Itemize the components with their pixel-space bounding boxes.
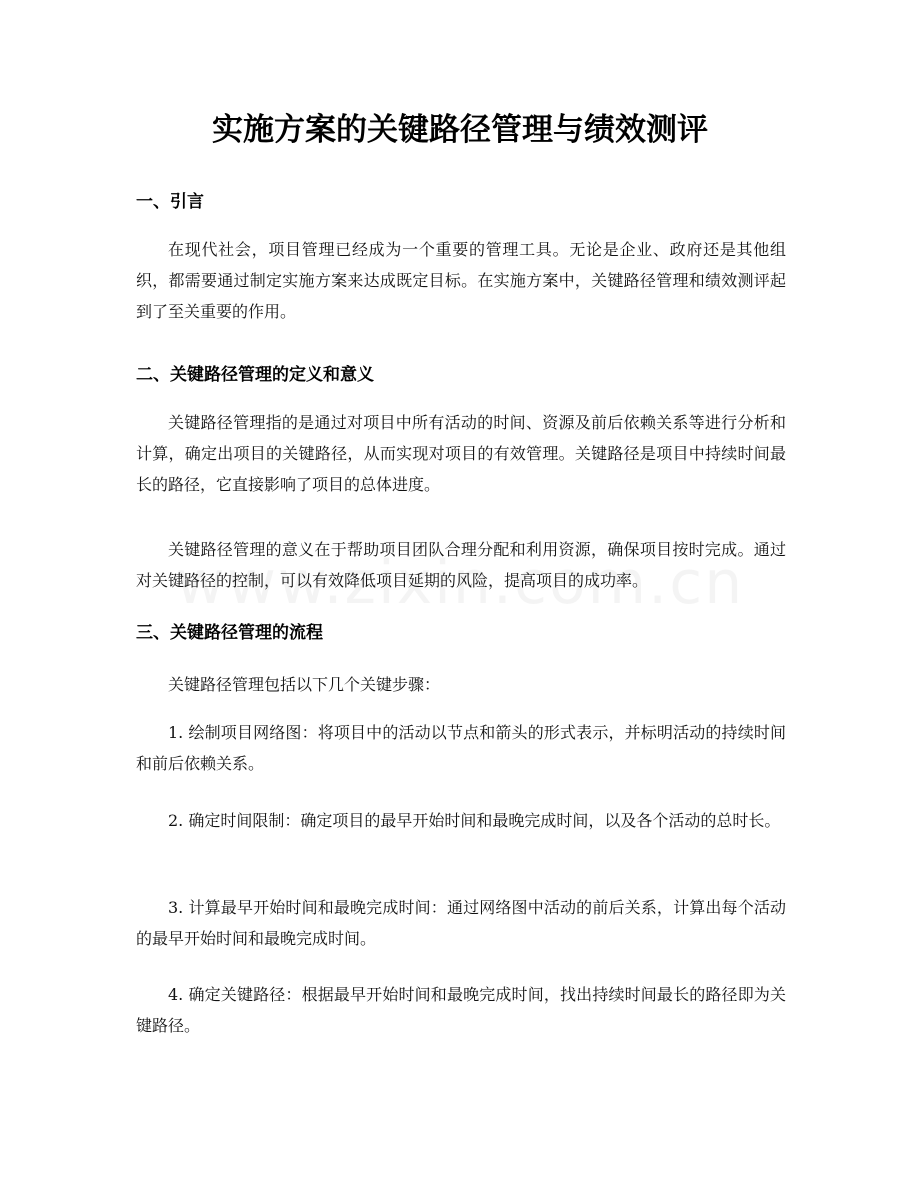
list-item-step-2: 2. 确定时间限制：确定项目的最早开始时间和最晚完成时间，以及各个活动的总时长。: [168, 811, 781, 830]
paragraph-definition: 关键路径管理指的是通过对项目中所有活动的时间、资源及前后依赖关系等进行分析和计算，确定出项目的关键路径，从而实现对项目的有效管理。关键路径是项目中持续时间最长的路径，它直接影响了项目的总体进度。: [136, 413, 786, 494]
paragraph-intro: 在现代社会，项目管理已经成为一个重要的管理工具。无论是企业、政府还是其他组织，都需要通过制定实施方案来达成既定目标。在实施方案中，关键路径管理和绩效测评起到了至关重要的作用。: [136, 240, 786, 321]
section-heading-definition: 二、关键路径管理的定义和意义: [136, 365, 374, 385]
list-item-step-4: 4. 确定关键路径：根据最早开始时间和最晚完成时间，找出持续时间最长的路径即为关键路径。: [136, 985, 786, 1035]
list-item-step-1: 1. 绘制项目网络图：将项目中的活动以节点和箭头的形式表示，并标明活动的持续时间和前后依赖关系。: [136, 723, 786, 773]
section-heading-process: 三、关键路径管理的流程: [136, 623, 323, 643]
section-heading-intro: 一、引言: [136, 192, 204, 212]
paragraph-process-intro: 关键路径管理包括以下几个关键步骤：: [168, 675, 441, 694]
list-item-step-3: 3. 计算最早开始时间和最晚完成时间：通过网络图中活动的前后关系，计算出每个活动的最早开始时间和最晚完成时间。: [136, 898, 786, 948]
paragraph-significance: 关键路径管理的意义在于帮助项目团队合理分配和利用资源，确保项目按时完成。通过对关键路径的控制，可以有效降低项目延期的风险，提高项目的成功率。: [136, 540, 786, 590]
page-title: 实施方案的关键路径管理与绩效测评: [212, 112, 708, 148]
